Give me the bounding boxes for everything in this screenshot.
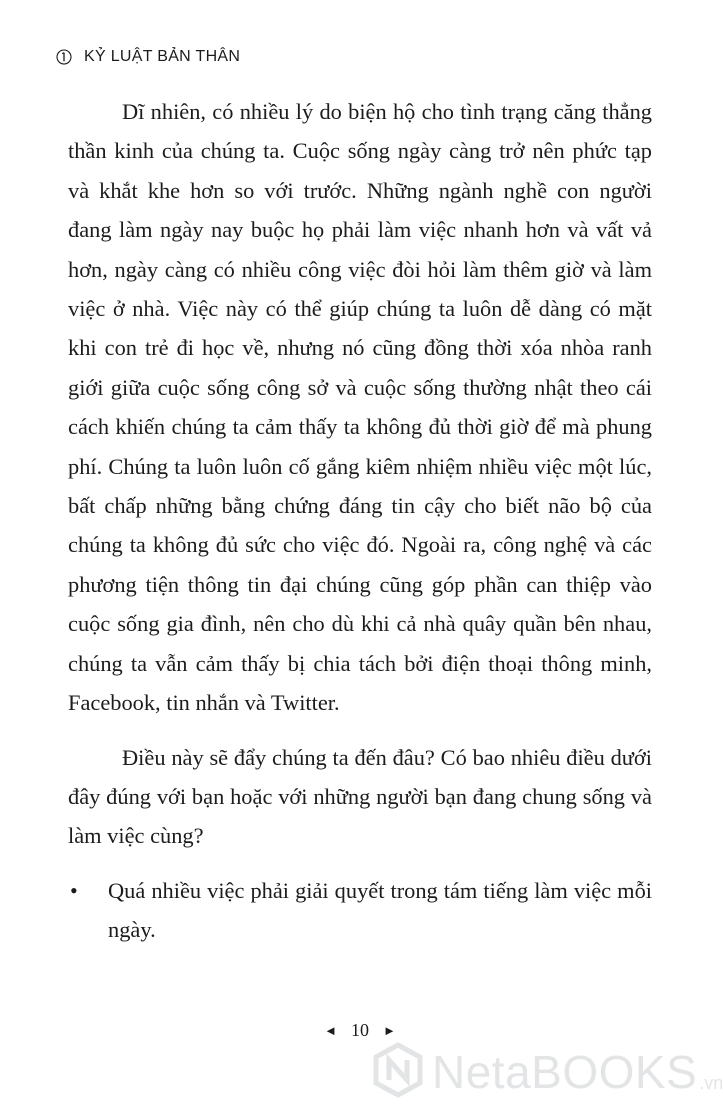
paragraph-1: Dĩ nhiên, có nhiều lý do biện hộ cho tình trạng căng thẳng thần kinh của chúng ta. Cuộc sống ngày càng trở nên phức tạp và khắt khe hơn so với trước. Những ngành nghề con người đang làm ngày nay buộc họ phải làm việc nhanh hơn và vất vả hơn, ngày càng có nhiều công việc đòi hỏi làm thêm giờ và làm việc ở nhà. Việc này có thể giúp chúng ta luôn dễ dàng có mặt khi con trẻ đi học về, nhưng nó cũng đồng thời xóa nhòa ranh giới giữa cuộc sống công sở và cuộc sống thường nhật theo cái cách khiến chúng ta cảm thấy ta không đủ thời giờ để mà phung phí. Chúng ta luôn luôn cố gắng kiêm nhiệm nhiều việc một lúc, bất chấp những bằng chứng đáng tin cậy cho biết não bộ của chúng ta không đủ sức cho việc đó. Ngoài ra, công nghệ và các phương tiện thông tin đại chúng cũng góp phần can thiệp vào cuộc sống gia đình, nên cho dù khi cả nhà quây quần bên nhau, chúng ta vẫn cảm thấy bị chia tách bởi điện thoại thông minh, Facebook, tin nhắn và Twitter. [68,99,652,716]
page-body [68,92,652,950]
paragraph-2: Điều này sẽ đẩy chúng ta đến đâu? Có bao nhiêu điều dưới đây đúng với bạn hoặc với những người bạn đang chung sống và làm việc cùng? [68,744,652,849]
prev-page-arrow-icon[interactable]: ◄ [324,1022,337,1038]
bullet-item [68,871,652,950]
bullet-list [68,871,652,950]
bullet-text: Quá nhiều việc phải giải quyết trong tám tiếng làm việc mỗi ngày. [108,877,652,943]
netabooks-logo-icon [372,1042,424,1103]
watermark-text: NetaBOOKS [432,1046,698,1098]
page-number: 10 [351,1020,369,1040]
netabooks-watermark [372,1036,723,1108]
book-title: KỶ LUẬT BẢN THÂN [84,48,241,65]
bullet-marker: • [70,877,78,903]
circled-numeral-one-icon [56,49,72,65]
next-page-arrow-icon[interactable]: ► [383,1022,396,1038]
running-header [56,44,240,70]
watermark-suffix: .vn [699,1073,723,1093]
